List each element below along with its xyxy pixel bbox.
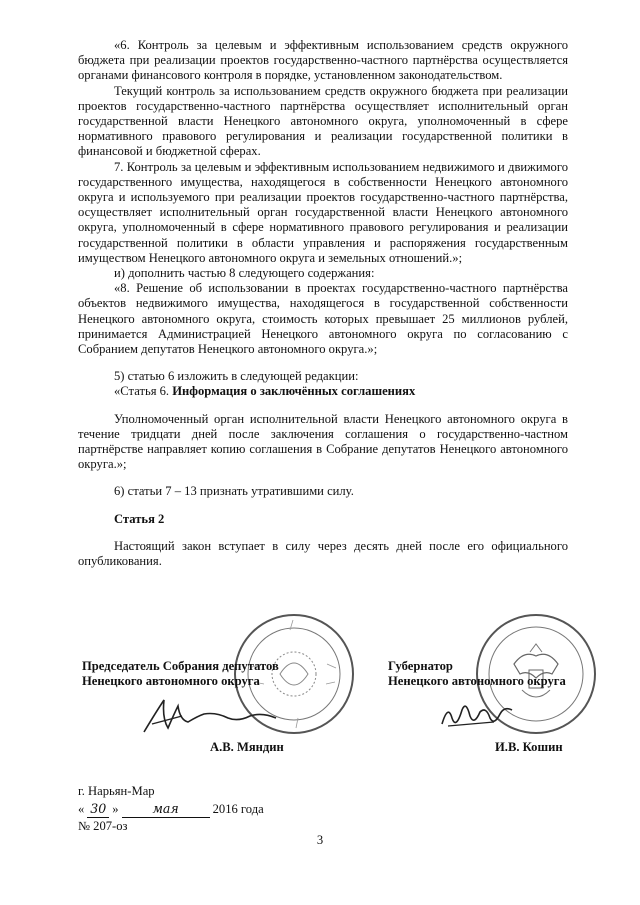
right-signatory-title	[388, 659, 566, 689]
paragraph-control-6: «6. Контроль за целевым и эффективным использованием средств окружного бюджета при реализации проектов государственно-частного партнёрства осуществляется органами финансового контроля в порядке, установленном законодательством.	[78, 38, 568, 83]
date-year: 2016 года	[212, 802, 264, 816]
paragraph-control-7: 7. Контроль за целевым и эффективным использованием недвижимого и движимого государственного имущества, находящегося в собственности Ненецкого автономного округа и используемого при реализации проектов государственно-частного партнёрства, осуществляет исполнительный орган государственной власти Ненецкого автономного округа, уполномоченный в сфере нормативного правового регулирования и реализации государственной политики в области управления и распоряжения государственным имуществом Ненецкого автономного округа и земельных отношений.»;	[78, 159, 568, 265]
paragraph-item-6: 6) статьи 7 – 13 признать утратившими силу.	[114, 484, 354, 499]
date-close-quote: »	[112, 802, 119, 816]
document-body	[78, 38, 568, 569]
date-day: 30	[87, 800, 109, 818]
paragraph-current-control: Текущий контроль за использованием средств окружного бюджета при реализации проектов государственно-частного партнёрства осуществляет исполнительный орган государственной власти Ненецкого автономного округа, уполномоченный в сфере нормативного правового регулирования и реализации государственной политики в финансовой и бюджетной сферах.	[78, 83, 568, 159]
left-title-line1: Председатель Собрания депутатов	[82, 659, 279, 673]
paragraph-item-5: 5) статью 6 изложить в следующей редакции:	[114, 369, 359, 384]
right-signatory-name: И.В. Кошин	[495, 740, 563, 754]
paragraph-information: Уполномоченный орган исполнительной власти Ненецкого автономного округа в течение тридцати дней после заключения соглашения о государственно-частном партнёрстве направляет копию соглашения в Собрание депутатов Ненецкого автономного округа.»;	[78, 411, 568, 472]
law-number: № 207-оз	[78, 819, 128, 833]
date-open-quote: «	[78, 802, 85, 816]
left-signatory-name: А.В. Мяндин	[210, 740, 284, 754]
document-footer	[78, 783, 264, 835]
right-title-line2: Ненецкого автономного округа	[388, 674, 566, 688]
page-number: 3	[316, 833, 324, 847]
article-6-prefix: «Статья 6.	[114, 384, 173, 399]
paragraph-part-8: «8. Решение об использовании в проектах государственно-частного партнёрства объектов недвижимого имущества, находящегося в государственной собственности Ненецкого автономного округа, стоимость которых превышает 25 миллионов рублей, принимается Администрацией Ненецкого автономного округа по согласованию с Собранием депутатов Ненецкого автономного округа.»;	[78, 281, 568, 357]
left-signature-icon	[138, 692, 288, 742]
left-signatory-title	[82, 659, 279, 689]
signing-date	[78, 800, 264, 818]
article-6-heading	[78, 384, 568, 399]
left-title-line2: Ненецкого автономного округа	[82, 674, 260, 688]
paragraph-item-i: и) дополнить частью 8 следующего содержания:	[114, 266, 375, 281]
right-signature-icon	[438, 696, 518, 736]
article-6-title: Информация о заключённых соглашениях	[172, 384, 416, 399]
date-month: мая	[122, 800, 210, 818]
city-name: г. Нарьян-Мар	[78, 784, 155, 798]
article-2-heading: Статья 2	[114, 511, 165, 526]
right-title-line1: Губернатор	[388, 659, 453, 673]
paragraph-entry-into-force: Настоящий закон вступает в силу через десять дней после его официального опубликования.	[78, 538, 568, 569]
